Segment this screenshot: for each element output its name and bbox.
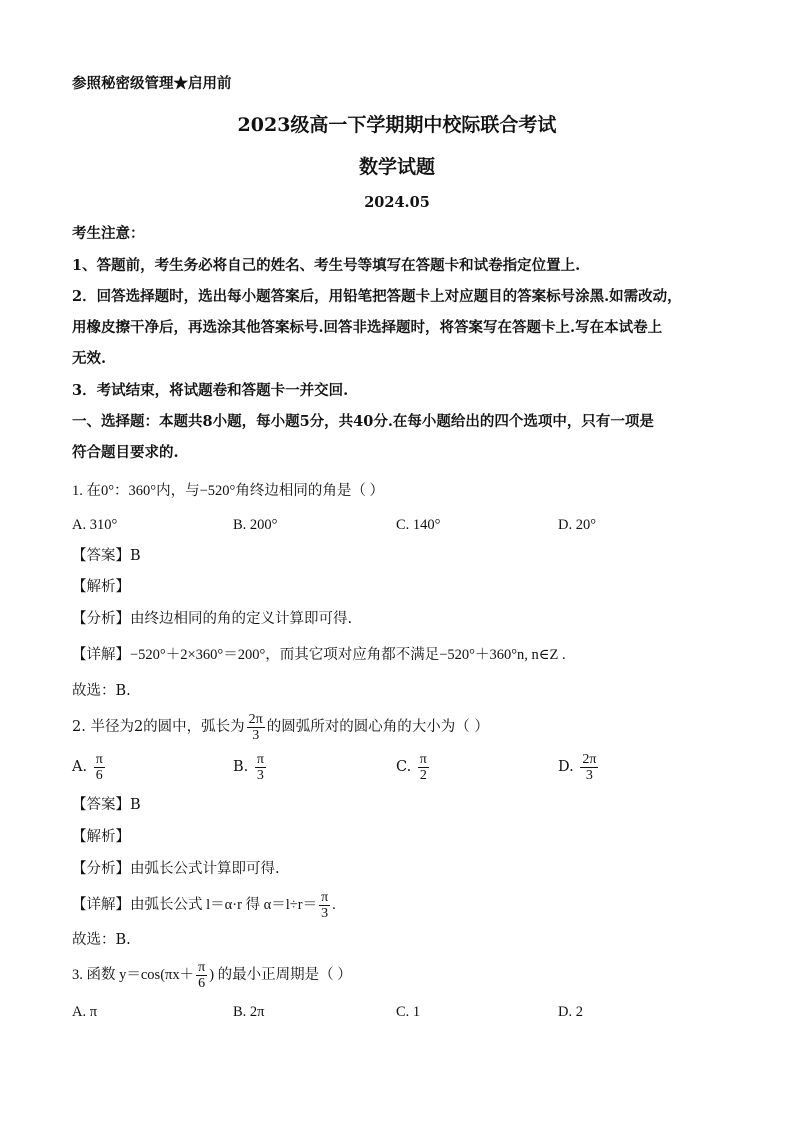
q2-option-a-numerator: π	[95, 751, 103, 767]
q2-answer: 【答案】B	[72, 797, 141, 813]
q3-stem-prefix: 3. 函数 y＝cos(πx＋	[72, 967, 195, 983]
q3-option-a: A. π	[72, 1004, 98, 1020]
q1-choose: 故选：B.	[72, 683, 131, 699]
q2-detail-fraction	[319, 890, 330, 921]
notice-item-3: 3．考试结束，将试题卷和答题卡一并交回.	[72, 382, 349, 399]
q1-answer: 【答案】B	[72, 548, 141, 564]
q1-option-a: A. 310°	[72, 517, 118, 533]
q3-option-c: C. 1	[396, 1004, 421, 1020]
subject-title: 数学试题	[358, 156, 435, 178]
q2-option-b-label: B.	[233, 759, 249, 775]
notice-heading: 考生注意：	[72, 225, 145, 242]
q2-detail-prefix: 【详解】由弧长公式 l＝α·r 得 α＝l÷r＝	[72, 897, 318, 913]
q3-stem	[72, 958, 734, 992]
q3-stem-numerator: π	[198, 960, 206, 976]
section1-line-2: 符合题目要求的.	[72, 444, 179, 461]
q2-option-a	[72, 750, 107, 784]
q2-jiexi: 【解析】	[72, 829, 130, 845]
q2-stem-prefix: 2. 半径为2的圆中，弧长为	[72, 719, 245, 735]
exam-date: 2024.05	[364, 194, 430, 211]
q2-detail-denominator: 3	[321, 906, 329, 922]
q1-fenxi: 【分析】由终边相同的角的定义计算即可得.	[72, 611, 353, 627]
q2-option-d-fraction	[580, 752, 598, 783]
q2-option-d-denominator: 3	[585, 767, 593, 783]
q3-stem-denominator: 6	[198, 976, 206, 992]
q1-detail: 【详解】−520°＋2×360°＝200°，而其它项对应角都不满足−520°＋360°n, n∈Z .	[72, 647, 566, 663]
q3-stem-suffix: ) 的最小正周期是（ ）	[209, 967, 352, 983]
q3-option-b: B. 2π	[233, 1004, 265, 1020]
q2-stem-numerator: 2π	[248, 711, 263, 727]
q2-fenxi: 【分析】由弧长公式计算即可得.	[72, 861, 280, 877]
q2-option-c-fraction	[418, 752, 429, 783]
q2-option-d-numerator: 2π	[582, 751, 597, 767]
q2-option-a-denominator: 6	[95, 767, 103, 783]
q2-option-b-numerator: π	[256, 751, 264, 767]
notice-item-2-line-3: 无效.	[72, 350, 107, 367]
q1-stem: 1. 在0°：360°内，与−520°角终边相同的角是（ ）	[72, 483, 384, 499]
q1-option-c: C. 140°	[396, 517, 441, 533]
q2-detail-suffix: .	[332, 897, 336, 913]
q1-option-b: B. 200°	[233, 517, 278, 533]
q2-detail	[72, 888, 734, 922]
q2-detail-numerator: π	[321, 890, 329, 906]
secrecy-label: 参照秘密级管理★启用前	[72, 75, 232, 92]
q3-stem-fraction	[196, 960, 207, 991]
q2-stem-suffix: 的圆弧所对的圆心角的大小为（ ）	[266, 719, 489, 735]
q3-option-d: D. 2	[558, 1004, 583, 1020]
q2-option-a-label: A.	[72, 759, 88, 775]
q2-option-d-label: D.	[558, 759, 574, 775]
q2-stem-denominator: 3	[252, 727, 260, 743]
q1-option-d: D. 20°	[558, 517, 597, 533]
q2-option-c	[396, 750, 431, 784]
q1-jiexi: 【解析】	[72, 579, 130, 595]
section1-line-1: 一、选择题：本题共8小题，每小题5分，共40分.在每小题给出的四个选项中，只有一项是	[72, 413, 654, 430]
q2-option-b	[233, 750, 268, 784]
q2-option-c-label: C.	[396, 759, 412, 775]
notice-item-2-line-1: 2．回答选择题时，选出每小题答案后，用铅笔把答题卡上对应题目的答案标号涂黑.如需改动，	[72, 288, 682, 305]
q2-stem	[72, 710, 734, 744]
exam-title: 2023级高一下学期期中校际联合考试	[237, 114, 557, 136]
q2-option-a-fraction	[94, 752, 105, 783]
notice-item-1: 1、答题前，考生务必将自己的姓名、考生号等填写在答题卡和试卷指定位置上.	[72, 257, 581, 274]
q2-stem-fraction	[247, 712, 265, 743]
notice-item-2-line-2: 用橡皮擦干净后，再选涂其他答案标号.回答非选择题时，将答案写在答题卡上.写在本试卷上	[72, 319, 663, 336]
q2-option-d	[558, 750, 600, 784]
q2-option-c-numerator: π	[419, 751, 427, 767]
q2-choose: 故选：B.	[72, 932, 131, 948]
q2-option-b-fraction	[255, 752, 266, 783]
q2-option-b-denominator: 3	[256, 767, 264, 783]
q2-option-c-denominator: 2	[419, 767, 427, 783]
